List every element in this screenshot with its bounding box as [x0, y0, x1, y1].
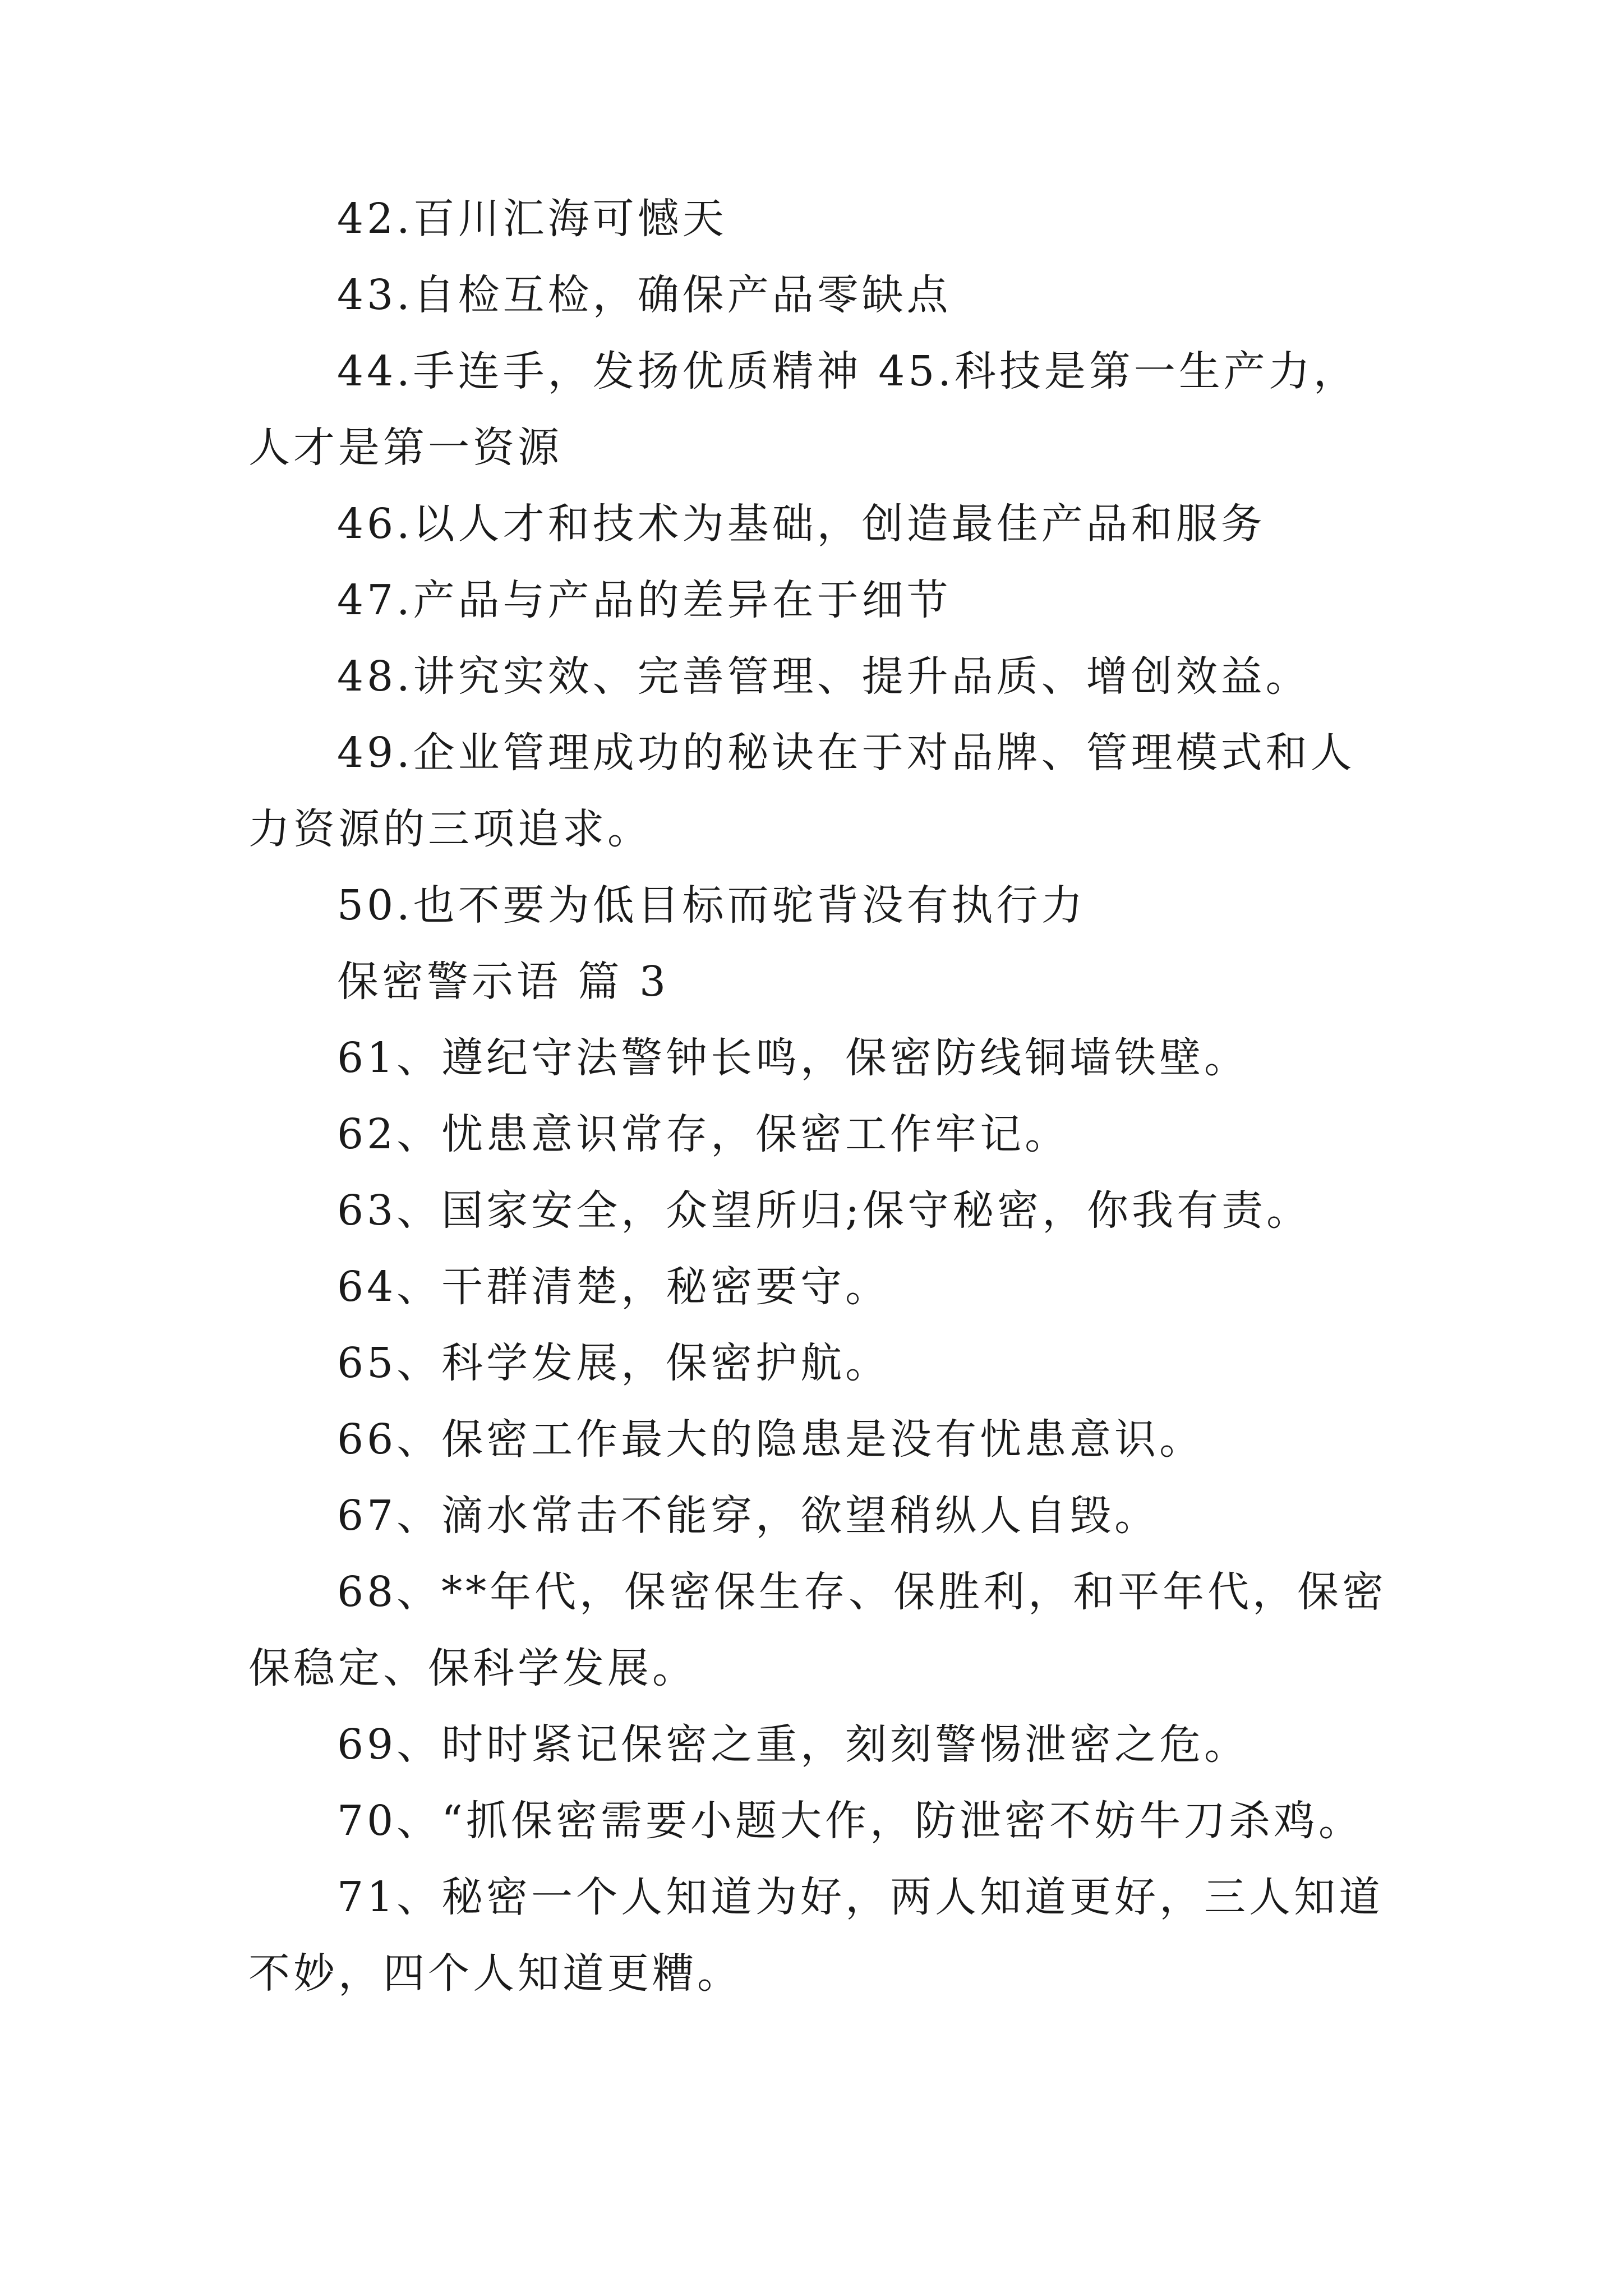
paragraph: 48.讲究实效、完善管理、提升品质、增创效益。 — [337, 652, 1311, 701]
paragraph: 62、忧患意识常存，保密工作牢记。 — [337, 1110, 1070, 1158]
paragraph: 67、滴水常击不能穿，欲望稍纵人自毁。 — [337, 1492, 1160, 1540]
paragraph: 63、国家安全，众望所归;保守秘密，你我有责。 — [337, 1186, 1312, 1235]
document-body — [248, 181, 1390, 2012]
paragraph: 66、保密工作最大的隐患是没有忧患意识。 — [337, 1415, 1205, 1464]
paragraph: 71、秘密一个人知道为好，两人知道更好，三人知道不妙，四个人知道更糟。 — [248, 1873, 1384, 1998]
paragraph: 47.产品与产品的差异在于细节 — [337, 576, 952, 624]
paragraph: 61、遵纪守法警钟长鸣，保密防线铜墙铁壁。 — [337, 1034, 1249, 1082]
paragraph: 44.手连手，发扬优质精神 45.科技是第一生产力，人才是第一资源 — [248, 347, 1358, 472]
paragraph: 50.也不要为低目标而驼背没有执行力 — [337, 881, 1086, 930]
paragraph: 42.百川汇海可憾天 — [337, 195, 727, 243]
paragraph: 64、干群清楚，秘密要守。 — [337, 1263, 891, 1311]
paragraph: 49.企业管理成功的秘诀在于对品牌、管理模式和人力资源的三项追求。 — [248, 729, 1355, 853]
paragraph: 70、“抓保密需要小题大作，防泄密不妨牛刀杀鸡。 — [337, 1797, 1363, 1845]
section-heading: 保密警示语 篇 3 — [337, 958, 670, 1006]
paragraph: 69、时时紧记保密之重，刻刻警惕泄密之危。 — [337, 1720, 1249, 1769]
paragraph: 43.自检互检，确保产品零缺点 — [337, 271, 952, 319]
paragraph: 46.以人才和技术为基础，创造最佳产品和服务 — [337, 500, 1266, 548]
paragraph: 65、科学发展，保密护航。 — [337, 1339, 891, 1387]
paragraph: 68、**年代，保密保生存、保胜利，和平年代，保密保稳定、保科学发展。 — [248, 1568, 1387, 1692]
